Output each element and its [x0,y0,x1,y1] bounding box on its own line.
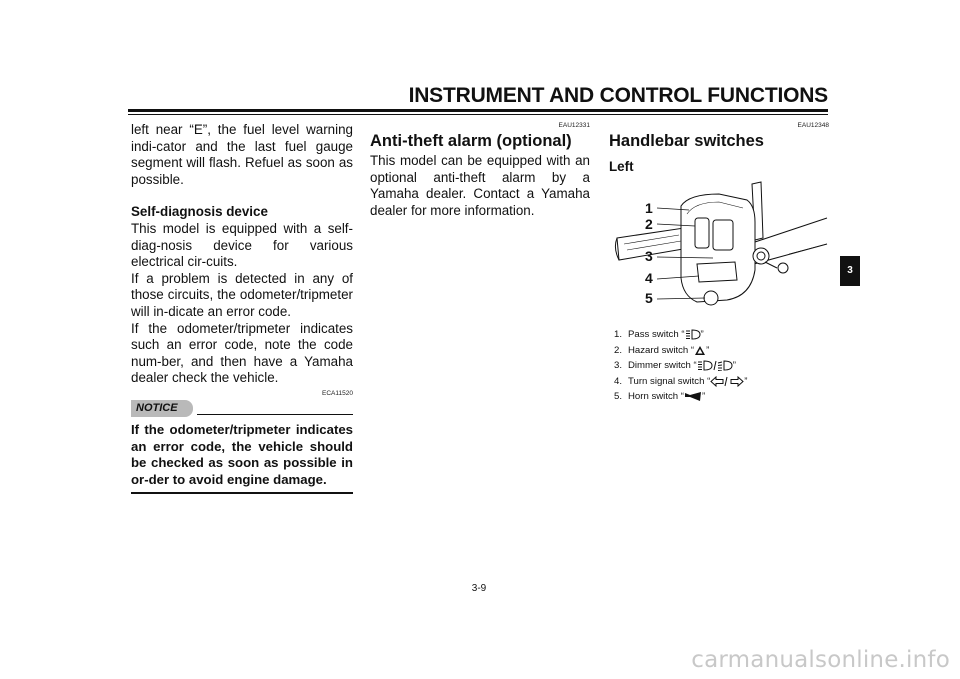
caption-horn-switch: 5. Horn switch “ ” [614,391,706,403]
chapter-tab: 3 [840,256,860,286]
handlebar-illustration [609,178,829,310]
self-diagnosis-para-2: If a problem is detected in any of those circuits, the odometer/tripmeter will in-dicate an error code. [131,270,353,319]
handlebar-code: EAU12348 [797,122,829,129]
notice-header [131,398,353,418]
callout-2: 2 [645,216,653,232]
page-header-title: INSTRUMENT AND CONTROL FUNCTIONS [408,84,828,107]
caption-turn-signal-switch: 4. Turn signal switch “ ” [614,375,748,387]
caption-pass-switch: 1. Pass switch “ ” [614,329,704,340]
headlight-icon [685,329,701,340]
column-right [609,122,829,174]
column-left [131,122,353,494]
notice-text: If the odometer/tripmeter indicates an error code, the vehicle should be checked as soon as possible in or-der to avoid engine damage. [131,421,353,487]
notice-badge: NOTICE [131,400,193,417]
anti-theft-title: Anti-theft alarm (optional) [370,132,572,150]
anti-theft-code: EAU12331 [558,122,590,129]
notice-rule [197,414,353,416]
callout-3: 3 [645,248,653,264]
header-rule-thick [128,109,828,112]
header-rule-thin [128,114,828,115]
self-diagnosis-para-3: If the odometer/tripmeter indicates such an error code, note the code num-ber, and then have a Yamaha dealer check the vehicle. [131,320,353,386]
column-middle [370,122,590,219]
caption-dimmer-switch: 3. Dimmer switch “ ” [614,360,736,372]
callout-5: 5 [645,290,653,306]
handlebar-title: Handlebar switches [609,132,764,150]
intro-paragraph: left near “E”, the fuel level warning indi-cator and the last fuel gauge segment will flash. Refuel as soon as possible. [131,122,353,187]
page-number: 3-9 [471,583,487,594]
callout-1: 1 [645,200,653,216]
self-diagnosis-heading: Self-diagnosis device [131,204,268,220]
notice-code: ECA11520 [322,389,353,397]
caption-hazard-switch: 2. Hazard switch “ ” [614,344,710,356]
self-diagnosis-para-1: This model is equipped with a self-diag-nosis device for various electrical cir-cuits. [131,220,353,270]
left-switch-label: Left [609,159,634,174]
dimmer-icon [697,360,733,371]
hazard-icon [694,345,706,356]
watermark: carmanualsonline.info [691,647,950,673]
anti-theft-text: This model can be equipped with an optional anti-theft alarm by a Yamaha dealer. Contact a Yamaha dealer for more information. [370,153,590,218]
callout-4: 4 [645,270,653,286]
handlebar-switch-figure [609,178,829,310]
horn-icon [684,391,702,402]
notice-bottom-rule [131,492,353,494]
figure-captions [614,327,748,405]
turn-signal-icon [710,376,744,387]
